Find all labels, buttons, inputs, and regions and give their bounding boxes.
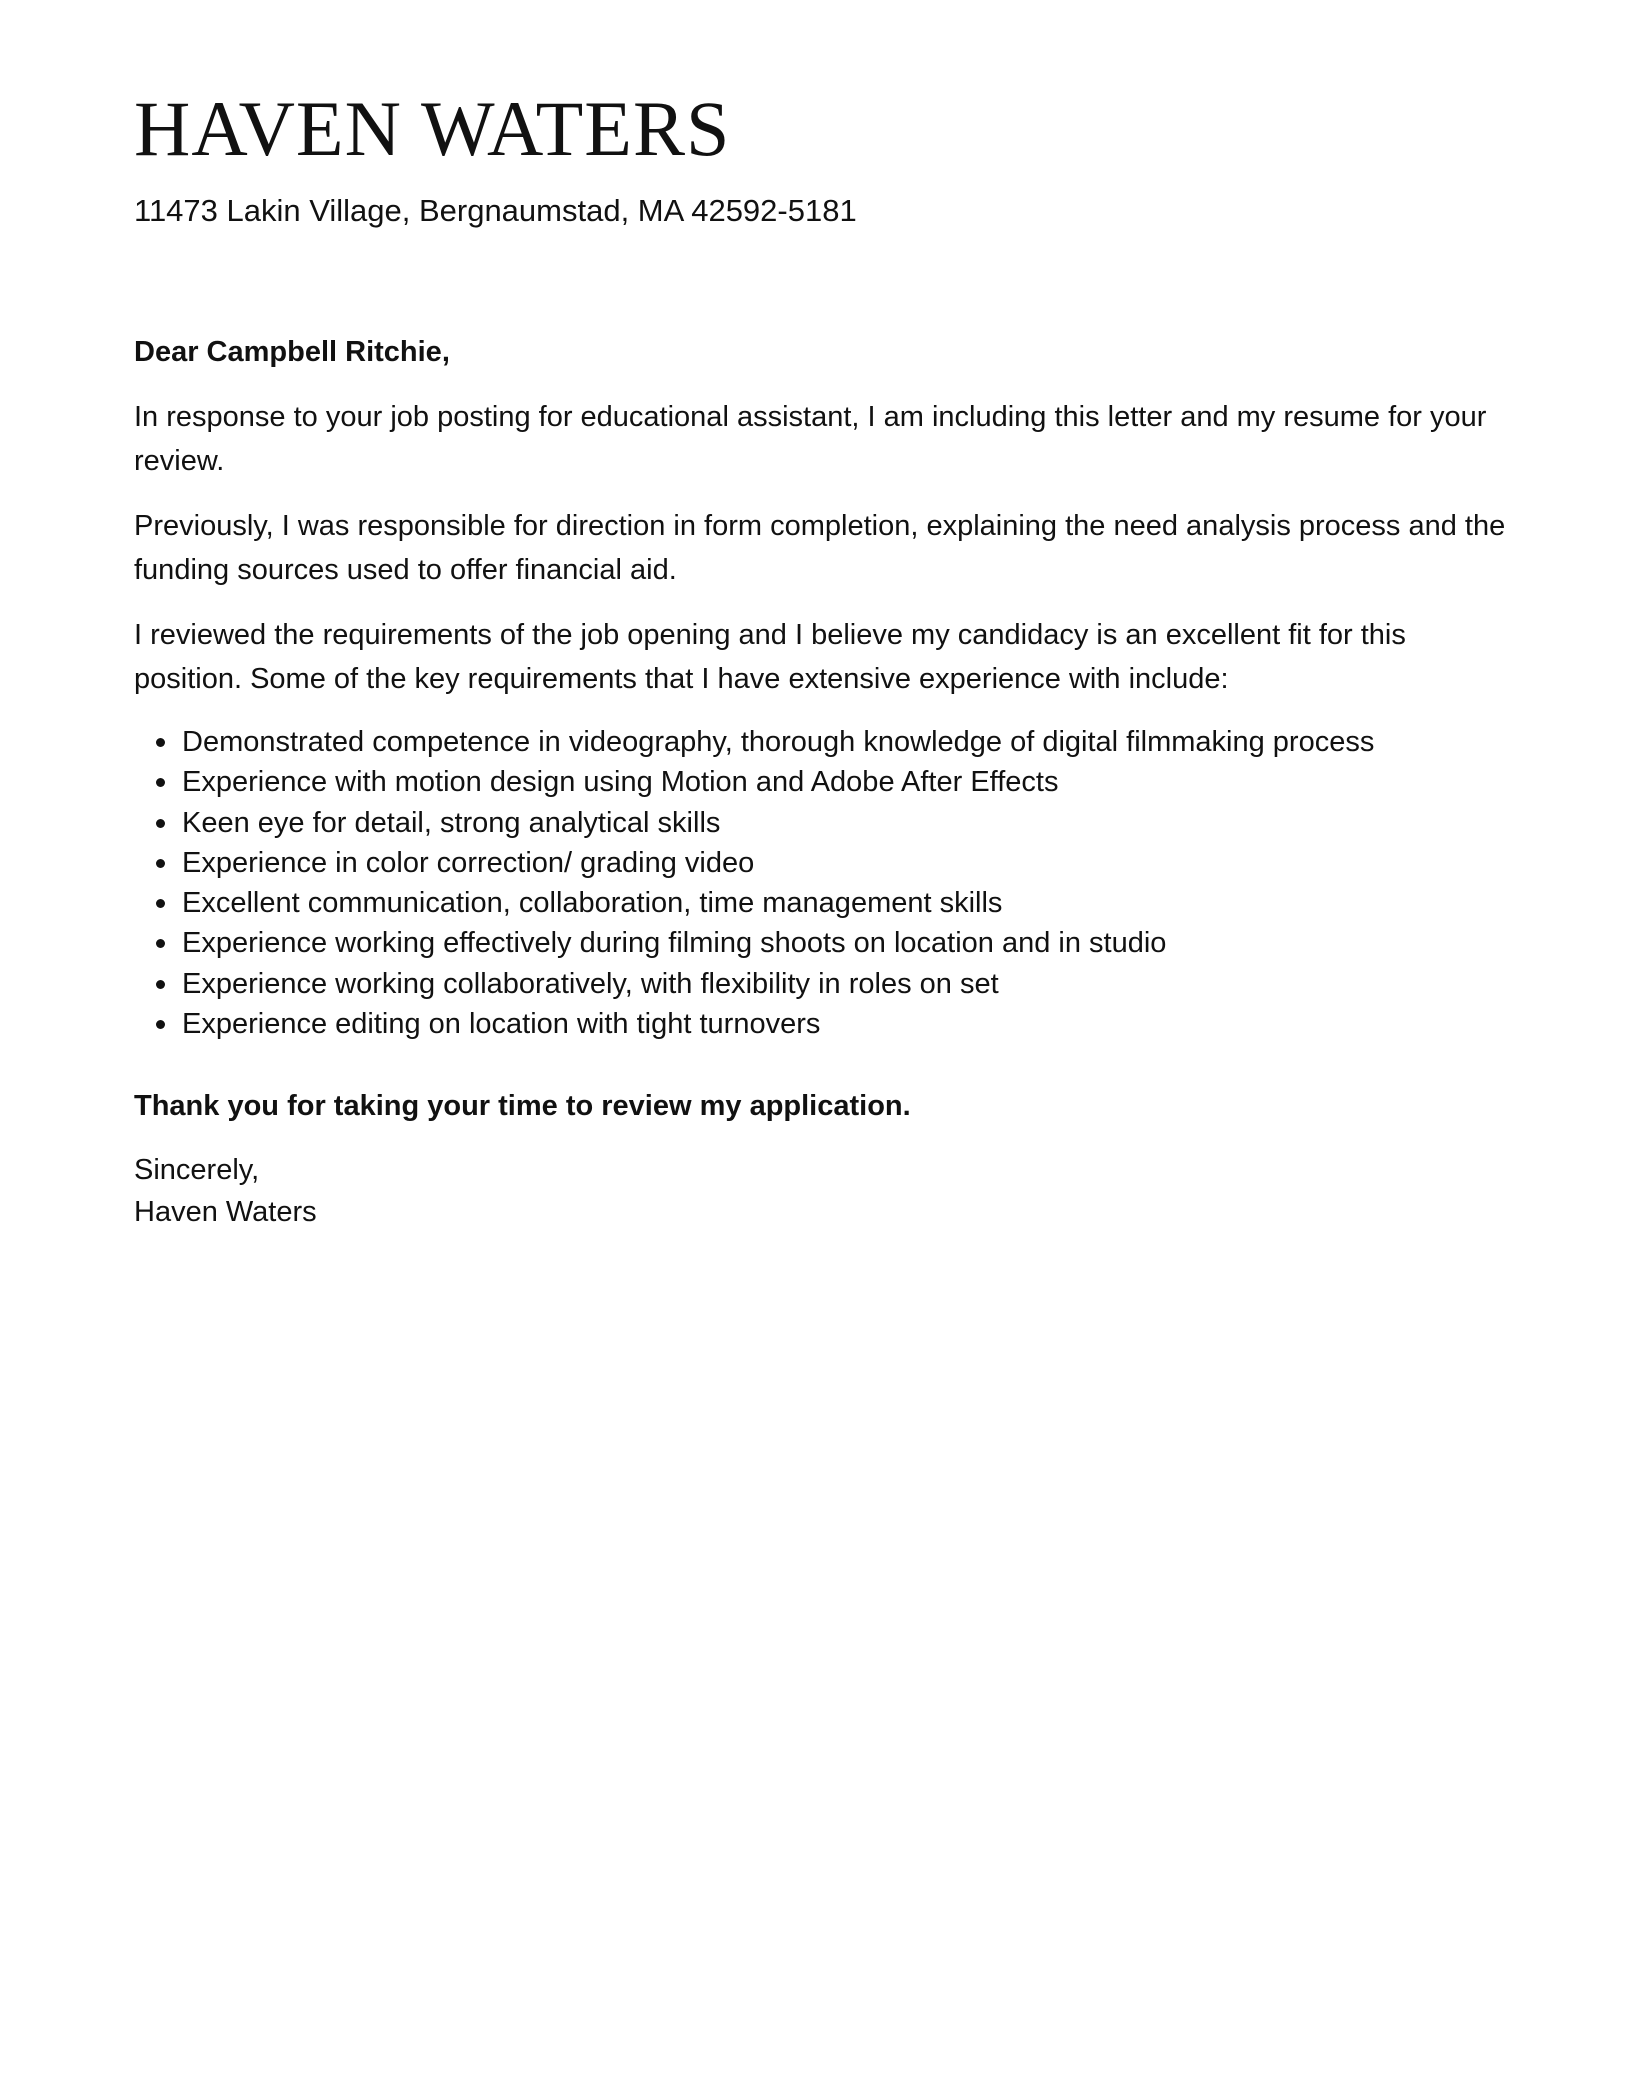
list-item: [134, 803, 1514, 843]
bullet-icon: [156, 778, 165, 787]
list-item-text: Experience working collaboratively, with flexibility in roles on set: [182, 967, 999, 1000]
list-item: [134, 964, 1514, 1004]
list-item-text: Excellent communication, collaboration, time management skills: [182, 887, 1003, 920]
list-item: [134, 843, 1514, 883]
list-item-text: Experience editing on location with tight turnovers: [182, 1008, 821, 1041]
applicant-name: HAVEN WATERS: [134, 85, 731, 172]
bullet-icon: [156, 819, 165, 828]
bullet-icon: [156, 859, 165, 868]
list-item-text: Experience in color correction/ grading video: [182, 846, 755, 879]
bullet-icon: [156, 738, 165, 747]
list-item-text: Experience working effectively during filming shoots on location and in studio: [182, 927, 1167, 960]
list-item: [134, 883, 1514, 923]
salutation: Dear Campbell Ritchie,: [134, 336, 450, 368]
requirements-list: [134, 722, 1514, 1044]
list-item-text: Keen eye for detail, strong analytical skills: [182, 806, 721, 839]
closing-block: [134, 1149, 1514, 1233]
bullet-icon: [156, 939, 165, 948]
thank-you-line: Thank you for taking your time to review my application.: [134, 1090, 911, 1123]
letter-body: [134, 330, 1514, 1233]
list-item-text: Experience with motion design using Motion and Adobe After Effects: [182, 766, 1059, 799]
signature-name: Haven Waters: [134, 1196, 317, 1229]
list-item: [134, 722, 1514, 762]
bullet-icon: [156, 1020, 165, 1029]
list-item: [134, 762, 1514, 802]
paragraph-experience: Previously, I was responsible for direction in form completion, explaining the need analysis process and the funding sources used to offer financial aid.: [134, 510, 1506, 586]
closing-phrase: Sincerely,: [134, 1154, 260, 1187]
bullet-icon: [156, 980, 165, 989]
list-item: [134, 923, 1514, 963]
bullet-icon: [156, 899, 165, 908]
applicant-address: 11473 Lakin Village, Bergnaumstad, MA 42592-5181: [134, 193, 857, 228]
list-item: [134, 1004, 1514, 1044]
paragraph-requirements: I reviewed the requirements of the job opening and I believe my candidacy is an excellent fit for this position. Some of the key requirements that I have extensive experience with include:: [134, 619, 1406, 695]
list-item-text: Demonstrated competence in videography, thorough knowledge of digital filmmaking process: [182, 726, 1375, 758]
paragraph-intro: In response to your job posting for educational assistant, I am including this letter and my resume for your review.: [134, 401, 1487, 477]
